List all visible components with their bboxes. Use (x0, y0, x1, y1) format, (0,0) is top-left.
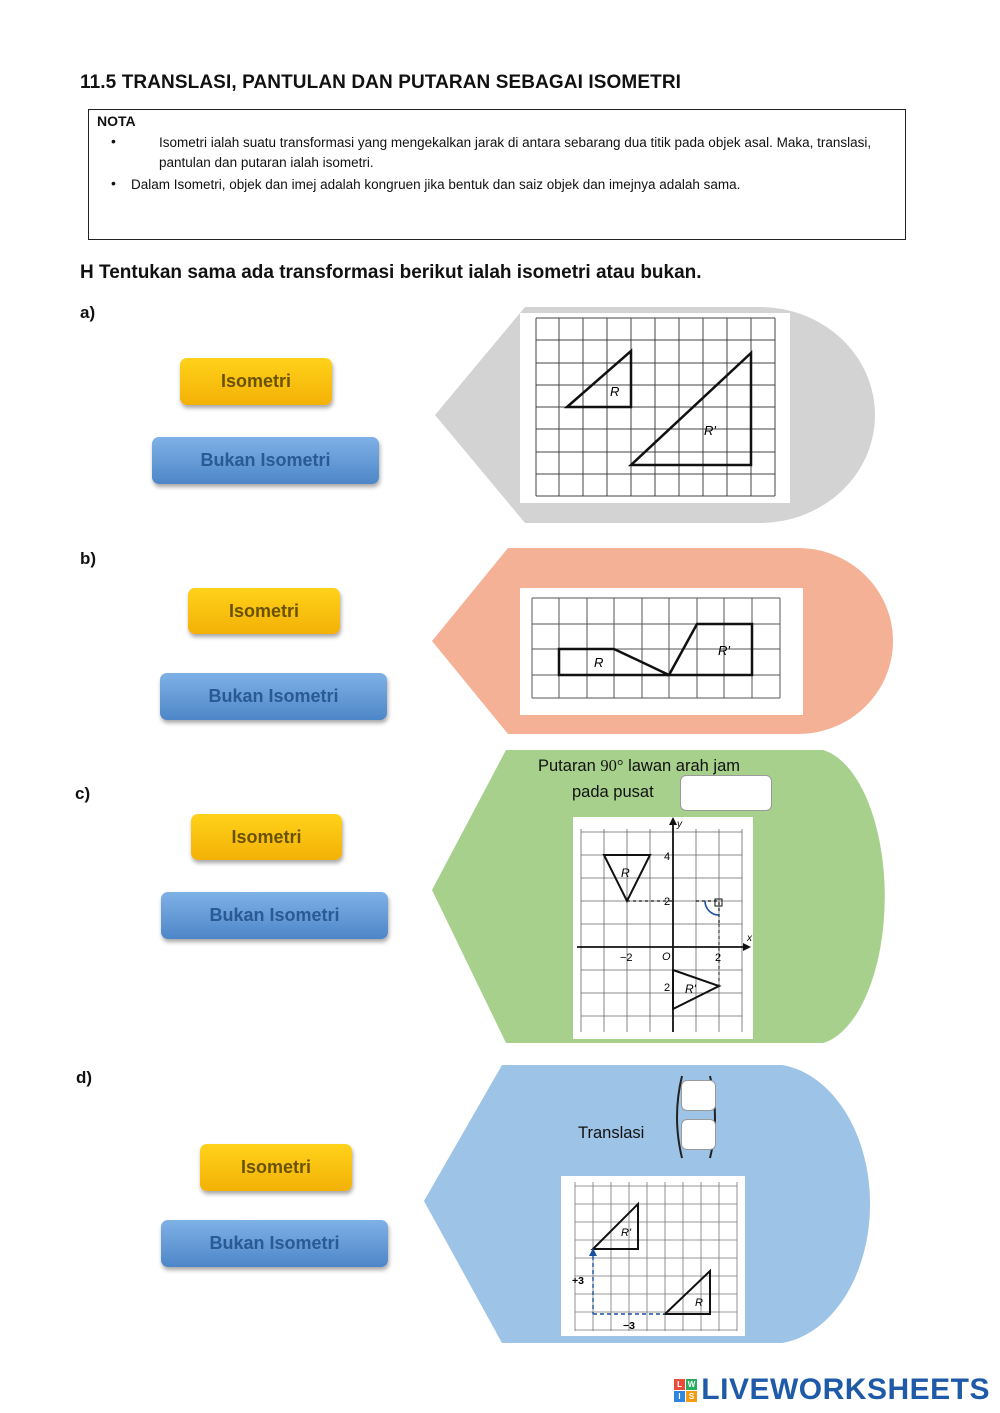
item-c-isometri-button[interactable]: Isometri (191, 814, 342, 860)
logo-cell: W (687, 1379, 696, 1389)
item-d-dy-label: +3 (572, 1275, 584, 1287)
item-c-angle: 90° (600, 756, 624, 775)
item-d-label: d) (76, 1068, 93, 1087)
logo-cell: I (674, 1391, 685, 1402)
item-d-vector-bottom-input[interactable] (681, 1119, 716, 1150)
item-b-image-label: R' (718, 643, 730, 658)
item-c-tick-y4: 4 (664, 851, 671, 863)
nota-box (88, 109, 906, 240)
page-title: 11.5 TRANSLASI, PANTULAN DAN PUTARAN SEBAGAI ISOMETRI (80, 72, 682, 93)
item-c-coordinate-figure (573, 817, 753, 1039)
item-a-bukan-isometri-button[interactable]: Bukan Isometri (152, 437, 379, 484)
item-b-isometri-button[interactable]: Isometri (188, 588, 340, 634)
item-a-label: a) (80, 303, 96, 322)
item-d-dx-label: −3 (623, 1320, 635, 1332)
liveworksheets-logo-icon (674, 1379, 697, 1402)
liveworksheets-brand-text: LIVEWORKSHEETS (701, 1373, 990, 1406)
item-c-tick-x2: 2 (715, 952, 722, 964)
item-c-text-centre: pada pusat (572, 783, 654, 801)
bullet-icon: • (111, 133, 116, 149)
item-a-isometri-button[interactable]: Isometri (180, 358, 332, 405)
item-a-object-label: R (610, 384, 620, 399)
logo-cell: L (674, 1379, 685, 1390)
item-d-image-label: R' (621, 1227, 632, 1239)
nota-label: NOTA (97, 113, 136, 129)
item-c-axis-x: x (747, 933, 752, 944)
item-b-bukan-isometri-button[interactable]: Bukan Isometri (160, 673, 387, 720)
item-c-axis-y: y (677, 819, 682, 830)
item-c-text-direction: lawan arah jam (628, 757, 740, 775)
item-a-image-label: R' (704, 423, 716, 438)
item-d-text-translasi: Translasi (578, 1124, 645, 1142)
nota-bullet-2: Dalam Isometri, objek dan imej adalah kongruen jika bentuk dan saiz objek dan imejnya adalah sama. (131, 177, 741, 192)
item-c-object-label: R (621, 866, 630, 880)
item-c-bukan-isometri-button[interactable]: Bukan Isometri (161, 892, 388, 939)
item-c-instruction-line1 (538, 756, 740, 776)
item-a-grid-figure (520, 313, 790, 503)
item-c-text-putaran: Putaran (538, 757, 596, 775)
item-d-isometri-button[interactable]: Isometri (200, 1144, 352, 1191)
item-c-tick-y2: 2 (664, 896, 671, 908)
item-c-centre-input[interactable] (680, 775, 772, 811)
item-c-image-label: R' (685, 982, 696, 996)
item-c-tick-yneg2: 2 (664, 982, 671, 994)
nota-bullet-1: Isometri ialah suatu transformasi yang mengekalkan jarak di antara sebarang dua titik pada objek asal. Maka, translasi, pantulan dan putaran ialah isometri. (159, 135, 872, 170)
logo-cell: S (686, 1391, 697, 1402)
item-b-object-label: R (594, 655, 604, 670)
liveworksheets-brand (674, 1373, 990, 1407)
item-d-grid-figure (561, 1176, 745, 1336)
item-b-label: b) (80, 549, 97, 568)
item-c-tick-xneg2: −2 (620, 952, 633, 964)
item-c-label: c) (75, 784, 91, 803)
item-b-grid-figure (520, 588, 803, 715)
question-heading: H Tentukan sama ada transformasi berikut ialah isometri atau bukan. (80, 262, 702, 283)
item-c-origin: O (662, 951, 671, 963)
item-d-object-label: R (695, 1297, 703, 1309)
item-d-bukan-isometri-button[interactable]: Bukan Isometri (161, 1220, 388, 1267)
item-d-vector-top-input[interactable] (681, 1080, 716, 1111)
bullet-icon: • (111, 175, 116, 191)
